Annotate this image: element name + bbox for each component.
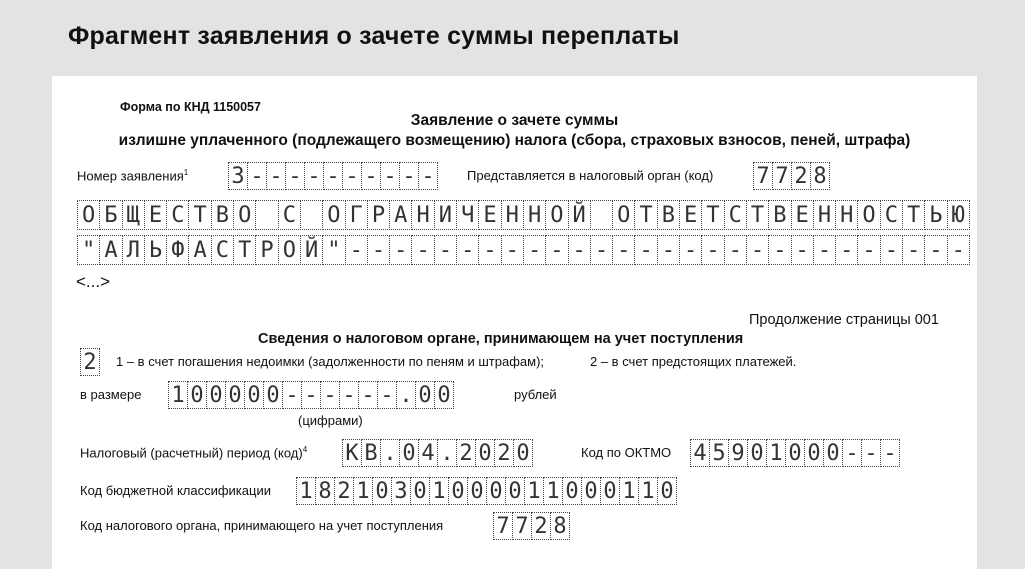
char-cell: - <box>304 162 324 190</box>
char-cell: Й <box>568 200 591 230</box>
char-cell: О <box>612 200 635 230</box>
char-cell: 0 <box>263 381 283 409</box>
char-cell: 2 <box>334 477 354 505</box>
char-cell: Ь <box>144 235 167 265</box>
char-cell: - <box>367 235 390 265</box>
char-cell: 1 <box>766 439 786 467</box>
char-cell: О <box>77 200 100 230</box>
char-cell: - <box>746 235 769 265</box>
char-cell <box>590 200 613 230</box>
char-cell: Р <box>255 235 278 265</box>
char-cell: С <box>278 200 301 230</box>
char-cell: 7 <box>493 512 513 540</box>
period-label: Налоговый (расчетный) период (код)$^4$ <box>80 445 308 461</box>
char-cell: В <box>361 439 381 467</box>
char-cell: " <box>77 235 100 265</box>
char-cell: 0 <box>410 477 430 505</box>
char-cell: - <box>902 235 925 265</box>
char-cell: - <box>361 162 381 190</box>
char-cell: - <box>247 162 267 190</box>
char-cell: С <box>880 200 903 230</box>
char-cell: 0 <box>399 439 419 467</box>
footnote-1: 1 <box>183 168 189 177</box>
receiving-office-label: Код налогового органа, принимающего на учет поступления <box>80 518 444 533</box>
oktmo-label: Код по ОКТМО <box>581 445 672 460</box>
char-cell: Ь <box>924 200 947 230</box>
char-cell: - <box>545 235 568 265</box>
char-cell: - <box>880 439 900 467</box>
app-number-cells[interactable] <box>228 162 437 190</box>
continuation-label: Продолжение страницы 001 <box>749 312 939 328</box>
char-cell: 7 <box>772 162 792 190</box>
char-cell: Н <box>835 200 858 230</box>
char-cell: Ф <box>166 235 189 265</box>
char-cell: С <box>724 200 747 230</box>
char-cell: 0 <box>467 477 487 505</box>
char-cell: - <box>323 162 343 190</box>
char-cell: . <box>380 439 400 467</box>
char-cell: 7 <box>512 512 532 540</box>
page-heading: Фрагмент заявления о зачете суммы переплаты <box>68 22 680 50</box>
org-name-row-2[interactable] <box>77 235 969 265</box>
char-cell: - <box>345 235 368 265</box>
char-cell: 3 <box>391 477 411 505</box>
char-cell: 1 <box>524 477 544 505</box>
char-cell: - <box>768 235 791 265</box>
char-cell: А <box>99 235 122 265</box>
char-cell: - <box>523 235 546 265</box>
char-cell: К <box>342 439 362 467</box>
char-cell: . <box>396 381 416 409</box>
receiving-office-cells[interactable] <box>493 512 569 540</box>
char-cell: 4 <box>418 439 438 467</box>
char-cell <box>255 200 278 230</box>
char-cell: - <box>342 162 362 190</box>
amount-cells[interactable] <box>168 381 453 409</box>
char-cell: Е <box>144 200 167 230</box>
char-cell: Т <box>634 200 657 230</box>
char-cell <box>300 200 323 230</box>
char-cell: О <box>322 200 345 230</box>
kbk-cells[interactable] <box>296 477 676 505</box>
char-cell: О <box>545 200 568 230</box>
char-cell: 0 <box>225 381 245 409</box>
char-cell: 0 <box>747 439 767 467</box>
char-cell: 5 <box>709 439 729 467</box>
char-cell: . <box>437 439 457 467</box>
char-cell: Ч <box>456 200 479 230</box>
char-cell: - <box>478 235 501 265</box>
char-cell: - <box>813 235 836 265</box>
char-cell: 1 <box>429 477 449 505</box>
section-title: Сведения о налоговом органе, принимающем на учет поступления <box>258 331 744 347</box>
tax-office-label: Представляется в налоговый орган (код) <box>467 168 714 183</box>
app-number-label: Номер заявления$^1$ <box>77 168 189 184</box>
char-cell: " <box>322 235 345 265</box>
char-cell: 1 <box>638 477 658 505</box>
char-cell: - <box>380 162 400 190</box>
form-title-line1: Заявление о зачете суммы <box>410 112 619 129</box>
char-cell: Щ <box>122 200 145 230</box>
char-cell: 0 <box>486 477 506 505</box>
char-cell: А <box>389 200 412 230</box>
char-cell: - <box>861 439 881 467</box>
char-cell: 0 <box>505 477 525 505</box>
char-cell: - <box>924 235 947 265</box>
char-cell: О <box>278 235 301 265</box>
char-cell: - <box>399 162 419 190</box>
char-cell: В <box>657 200 680 230</box>
char-cell: 0 <box>657 477 677 505</box>
char-cell: Е <box>791 200 814 230</box>
char-cell: 2 <box>456 439 476 467</box>
char-cell: - <box>590 235 613 265</box>
char-cell: В <box>768 200 791 230</box>
char-cell: О <box>857 200 880 230</box>
char-cell: Ю <box>947 200 970 230</box>
char-cell: - <box>791 235 814 265</box>
amount-currency: рублей <box>514 387 557 402</box>
char-cell: 0 <box>434 381 454 409</box>
char-cell: - <box>842 439 862 467</box>
char-cell: Р <box>367 200 390 230</box>
period-code-cells[interactable] <box>342 439 532 467</box>
char-cell: 1 <box>353 477 373 505</box>
char-cell: 1 <box>168 381 188 409</box>
char-cell: - <box>568 235 591 265</box>
footnote-4: 4 <box>302 445 308 454</box>
char-cell: 0 <box>448 477 468 505</box>
char-cell: - <box>612 235 635 265</box>
amount-label: в размере <box>80 387 142 402</box>
char-cell: - <box>358 381 378 409</box>
char-cell: О <box>233 200 256 230</box>
char-cell: Т <box>701 200 724 230</box>
tax-office-code-cells[interactable] <box>753 162 829 190</box>
amount-hint: (цифрами) <box>298 413 363 428</box>
char-cell: 3 <box>228 162 248 190</box>
char-cell: 0 <box>415 381 435 409</box>
char-cell: - <box>947 235 970 265</box>
char-cell: 2 <box>494 439 514 467</box>
char-cell: - <box>377 381 397 409</box>
char-cell: Е <box>478 200 501 230</box>
char-cell: 0 <box>187 381 207 409</box>
char-cell: - <box>301 381 321 409</box>
org-name-row-1[interactable] <box>77 200 969 230</box>
kbk-label: Код бюджетной классификации <box>80 483 271 498</box>
char-cell: Н <box>501 200 524 230</box>
char-cell: 1 <box>543 477 563 505</box>
option-cell[interactable] <box>80 348 99 376</box>
char-cell: - <box>434 235 457 265</box>
char-cell: 1 <box>296 477 316 505</box>
char-cell: 4 <box>690 439 710 467</box>
char-cell: Л <box>122 235 145 265</box>
option-2-text: 2 – в счет предстоящих платежей. <box>590 354 797 369</box>
char-cell: - <box>411 235 434 265</box>
char-cell: Е <box>679 200 702 230</box>
char-cell: В <box>211 200 234 230</box>
char-cell: С <box>211 235 234 265</box>
char-cell: 0 <box>372 477 392 505</box>
char-cell: 7 <box>753 162 773 190</box>
char-cell: - <box>266 162 286 190</box>
char-cell: 2 <box>80 348 100 376</box>
char-cell: 8 <box>810 162 830 190</box>
char-cell: Т <box>902 200 925 230</box>
char-cell: 0 <box>600 477 620 505</box>
char-cell: 8 <box>550 512 570 540</box>
form-sheet <box>52 76 977 569</box>
char-cell: - <box>835 235 858 265</box>
option-1-text: 1 – в счет погашения недоимки (задолженности по пеням и штрафам); <box>116 354 545 369</box>
knd-label: Форма по КНД 1150057 <box>120 100 261 114</box>
char-cell: 0 <box>513 439 533 467</box>
char-cell: - <box>679 235 702 265</box>
char-cell: Т <box>746 200 769 230</box>
char-cell: - <box>285 162 305 190</box>
char-cell: 0 <box>244 381 264 409</box>
char-cell: Н <box>813 200 836 230</box>
char-cell: Б <box>99 200 122 230</box>
char-cell: 0 <box>475 439 495 467</box>
char-cell: 1 <box>619 477 639 505</box>
char-cell: 2 <box>531 512 551 540</box>
char-cell: 0 <box>206 381 226 409</box>
char-cell: С <box>166 200 189 230</box>
char-cell: 0 <box>562 477 582 505</box>
char-cell: 0 <box>823 439 843 467</box>
char-cell: 9 <box>728 439 748 467</box>
char-cell: 0 <box>804 439 824 467</box>
char-cell: - <box>456 235 479 265</box>
char-cell: 2 <box>791 162 811 190</box>
form-title-line2: излишне уплаченного (подлежащего возмещению) налога (сбора, страховых взносов, пеней, штрафа) <box>118 132 911 149</box>
ellipsis: <...> <box>76 272 111 291</box>
char-cell: - <box>657 235 680 265</box>
char-cell: Н <box>411 200 434 230</box>
char-cell: Н <box>523 200 546 230</box>
char-cell: 8 <box>315 477 335 505</box>
char-cell: Т <box>233 235 256 265</box>
char-cell: 0 <box>785 439 805 467</box>
char-cell: - <box>724 235 747 265</box>
char-cell: - <box>320 381 340 409</box>
char-cell: Й <box>300 235 323 265</box>
char-cell: - <box>880 235 903 265</box>
char-cell: - <box>282 381 302 409</box>
char-cell: Г <box>345 200 368 230</box>
char-cell: - <box>501 235 524 265</box>
char-cell: - <box>418 162 438 190</box>
char-cell: И <box>434 200 457 230</box>
char-cell: А <box>188 235 211 265</box>
char-cell: - <box>339 381 359 409</box>
char-cell: - <box>634 235 657 265</box>
char-cell: 0 <box>581 477 601 505</box>
char-cell: Т <box>188 200 211 230</box>
char-cell: - <box>701 235 724 265</box>
oktmo-cells[interactable] <box>690 439 899 467</box>
char-cell: - <box>857 235 880 265</box>
char-cell: - <box>389 235 412 265</box>
